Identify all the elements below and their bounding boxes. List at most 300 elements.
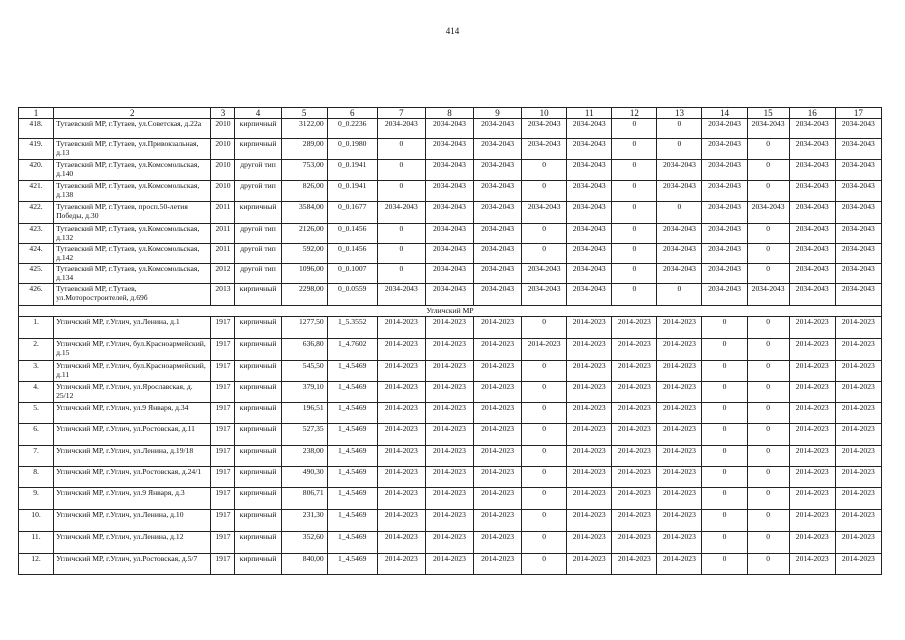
table-cell: 2014-2023	[612, 467, 657, 488]
table-cell: 2034-2043	[702, 160, 747, 181]
table-cell: 2034-2043	[657, 160, 702, 181]
table-cell: 2014-2023	[789, 361, 835, 382]
table-cell: 0	[377, 139, 425, 160]
table-row	[19, 403, 882, 424]
table-cell: 2014-2023	[474, 317, 522, 339]
header-row	[19, 108, 882, 119]
table-cell: 2014-2023	[657, 467, 702, 488]
table-cell: 2034-2043	[747, 202, 789, 224]
table-cell: 2034-2043	[789, 264, 835, 284]
table-cell: 2014-2023	[789, 424, 835, 446]
table-cell: 2014-2023	[657, 424, 702, 446]
table-cell: 2034-2043	[789, 119, 835, 139]
table-cell: 2014-2023	[835, 317, 881, 339]
table-cell: 0	[377, 264, 425, 284]
column-header: 15	[747, 108, 789, 119]
table-cell: 2014-2023	[425, 467, 473, 488]
table-cell: 2.	[19, 339, 54, 361]
table-cell: 2014-2023	[474, 361, 522, 382]
address-cell: Угличский МР, г.Углич, бул.Красноармейский, д.11	[54, 361, 211, 382]
table-cell: 2014-2023	[835, 403, 881, 424]
column-header: 4	[235, 108, 281, 119]
table-cell: 1_4.5469	[327, 403, 377, 424]
table-cell: 2014-2023	[789, 382, 835, 403]
table-cell: 0	[747, 424, 789, 446]
table-cell: кирпичный	[235, 139, 281, 160]
table-cell: 2014-2023	[377, 424, 425, 446]
table-cell: 2011	[211, 224, 235, 244]
table-cell: 379,10	[281, 382, 327, 403]
address-cell: Угличский МР, г.Углич, ул.Ростовская, д.11	[54, 424, 211, 446]
table-cell: 0	[657, 202, 702, 224]
table-cell: 2014-2023	[377, 467, 425, 488]
address-cell: Угличский МР, г.Углич, бул.Красноармейский, д.15	[54, 339, 211, 361]
page-number: 414	[445, 26, 460, 36]
address-cell: Тутаевский МР, г.Тутаев, ул.Привокзальная, д.13	[54, 139, 211, 160]
table-cell: 7.	[19, 446, 54, 467]
table-cell: 419.	[19, 139, 54, 160]
table-cell: 2014-2023	[425, 339, 473, 361]
table-cell: 2014-2023	[612, 532, 657, 554]
table-cell: 527,35	[281, 424, 327, 446]
table-cell: 426.	[19, 284, 54, 306]
table-cell: 0	[747, 403, 789, 424]
address-cell: Угличский МР, г.Углич, ул.Ростовская, д.5/7	[54, 554, 211, 575]
table-cell: кирпичный	[235, 554, 281, 575]
table-cell: 2014-2023	[474, 382, 522, 403]
table-cell: 2034-2043	[567, 181, 612, 202]
column-header: 3	[211, 108, 235, 119]
table-cell: 2034-2043	[425, 224, 473, 244]
table-cell: 0_0.0559	[327, 284, 377, 306]
table-cell: 2014-2023	[474, 467, 522, 488]
table-cell: 5.	[19, 403, 54, 424]
table-cell: 10.	[19, 510, 54, 532]
table-cell: 2014-2023	[612, 317, 657, 339]
table-cell: 2014-2023	[425, 424, 473, 446]
table-cell: 2034-2043	[522, 264, 567, 284]
table-cell: 2034-2043	[835, 181, 881, 202]
table-cell: 2034-2043	[474, 244, 522, 264]
table-cell: 0	[612, 160, 657, 181]
table-cell: 1917	[211, 488, 235, 510]
table-cell: 2034-2043	[425, 264, 473, 284]
table-cell: кирпичный	[235, 339, 281, 361]
table-cell: 2014-2023	[789, 339, 835, 361]
table-cell: 0	[747, 488, 789, 510]
table-cell: 2034-2043	[425, 139, 473, 160]
table-cell: 0	[702, 382, 747, 403]
table-cell: 0	[702, 446, 747, 467]
column-header: 14	[702, 108, 747, 119]
table-cell: 1917	[211, 467, 235, 488]
table-cell: 753,00	[281, 160, 327, 181]
table-cell: 2014-2023	[474, 446, 522, 467]
table-cell: 2034-2043	[789, 202, 835, 224]
address-cell: Тутаевский МР, г.Тутаев, ул.Комсомольская, д.138	[54, 181, 211, 202]
table-cell: 2014-2023	[657, 361, 702, 382]
table-cell: 2014-2023	[474, 554, 522, 575]
table-cell: 11.	[19, 532, 54, 554]
table-cell: 4.	[19, 382, 54, 403]
table-cell: 2014-2023	[567, 532, 612, 554]
table-cell: 2014-2023	[835, 446, 881, 467]
table-cell: 2034-2043	[567, 284, 612, 306]
table-cell: 2014-2023	[425, 382, 473, 403]
table-cell: 0	[612, 284, 657, 306]
table-cell: 2014-2023	[474, 339, 522, 361]
table-cell: кирпичный	[235, 284, 281, 306]
table-cell: 423.	[19, 224, 54, 244]
table-cell: 0	[612, 224, 657, 244]
table-cell: 1917	[211, 554, 235, 575]
table-cell: 2014-2023	[425, 361, 473, 382]
address-cell: Угличский МР, г.Углич, ул.Ленина, д.10	[54, 510, 211, 532]
table-cell: 2014-2023	[474, 488, 522, 510]
table-cell: 2014-2023	[789, 317, 835, 339]
address-cell: Тутаевский МР, г.Тутаев, ул.Советская, д.22а	[54, 119, 211, 139]
table-cell: кирпичный	[235, 488, 281, 510]
table-cell: 2014-2023	[474, 424, 522, 446]
table-cell: 2014-2023	[377, 382, 425, 403]
address-cell: Угличский МР, г.Углич, ул.Ростовская, д.24/1	[54, 467, 211, 488]
table-cell: 0	[522, 361, 567, 382]
section-row	[19, 306, 882, 317]
table-cell: 2014-2023	[612, 361, 657, 382]
table-cell: 0	[747, 244, 789, 264]
table-cell: 0_0.1007	[327, 264, 377, 284]
column-header: 1	[19, 108, 54, 119]
table-cell: 0	[522, 224, 567, 244]
table-cell: 425.	[19, 264, 54, 284]
table-cell: 2014-2023	[612, 339, 657, 361]
table-row	[19, 382, 882, 403]
table-row	[19, 119, 882, 139]
table-cell: 2010	[211, 181, 235, 202]
table-cell: 196,51	[281, 403, 327, 424]
address-cell: Угличский МР, г.Углич, ул.Ленина, д.19/18	[54, 446, 211, 467]
table-cell: 2034-2043	[657, 264, 702, 284]
table-cell: 3584,00	[281, 202, 327, 224]
table-cell: 2034-2043	[702, 139, 747, 160]
table-cell: 1917	[211, 361, 235, 382]
table-cell: 2014-2023	[567, 554, 612, 575]
table-cell: 2014-2023	[522, 339, 567, 361]
table-row	[19, 467, 882, 488]
table-cell: 826,00	[281, 181, 327, 202]
table-cell: 2034-2043	[474, 224, 522, 244]
table-cell: 421.	[19, 181, 54, 202]
table-cell: 0	[377, 224, 425, 244]
table-cell: 2034-2043	[567, 139, 612, 160]
address-cell: Угличский МР, г.Углич, ул.9 Января, д.34	[54, 403, 211, 424]
table-cell: 0	[612, 202, 657, 224]
address-cell: Угличский МР, г.Углич, ул.9 Января, д.3	[54, 488, 211, 510]
table-cell: 0	[747, 317, 789, 339]
table-cell: 2014-2023	[789, 510, 835, 532]
table-cell: 2034-2043	[702, 244, 747, 264]
table-row	[19, 244, 882, 264]
column-header: 17	[835, 108, 881, 119]
table-cell: 2014-2023	[425, 532, 473, 554]
table-cell: 1917	[211, 339, 235, 361]
table-cell: 238,00	[281, 446, 327, 467]
table-cell: 0	[702, 317, 747, 339]
table-cell: 2014-2023	[657, 510, 702, 532]
table-cell: 0	[702, 361, 747, 382]
table-cell: 2014-2023	[567, 510, 612, 532]
table-cell: 2014-2023	[835, 488, 881, 510]
table-cell: 0	[522, 382, 567, 403]
table-cell: 490,30	[281, 467, 327, 488]
table-cell: 2034-2043	[835, 244, 881, 264]
table-cell: 0	[747, 361, 789, 382]
table-cell: 2034-2043	[474, 202, 522, 224]
table-row	[19, 532, 882, 554]
table-cell: другой тип	[235, 264, 281, 284]
table-cell: 1_4.5469	[327, 532, 377, 554]
table-cell: 2014-2023	[657, 403, 702, 424]
table-cell: 0	[612, 181, 657, 202]
table-cell: 0	[702, 403, 747, 424]
table-row	[19, 361, 882, 382]
table-cell: 2014-2023	[567, 339, 612, 361]
address-cell: Тутаевский МР, г.Тутаев, ул.Комсомольская, д.132	[54, 224, 211, 244]
table-cell: 2010	[211, 119, 235, 139]
table-cell: 418.	[19, 119, 54, 139]
table-cell: 2014-2023	[657, 446, 702, 467]
table-cell: 2014-2023	[835, 382, 881, 403]
table-cell: 2034-2043	[567, 202, 612, 224]
table-cell: 2034-2043	[835, 202, 881, 224]
column-header: 11	[567, 108, 612, 119]
table-cell: другой тип	[235, 224, 281, 244]
table-cell: 840,00	[281, 554, 327, 575]
table-cell: 422.	[19, 202, 54, 224]
table-cell: 2034-2043	[747, 284, 789, 306]
table-cell: 2014-2023	[474, 403, 522, 424]
table-cell: 2014-2023	[567, 361, 612, 382]
table-cell: 2034-2043	[474, 264, 522, 284]
table-cell: 2014-2023	[835, 424, 881, 446]
table-cell: 1096,00	[281, 264, 327, 284]
address-cell: Тутаевский МР, г.Тутаев, ул.Комсомольская, д.134	[54, 264, 211, 284]
table-cell: 2014-2023	[612, 488, 657, 510]
table-cell: 2014-2023	[425, 554, 473, 575]
address-cell: Тутаевский МР, г.Тутаев, ул.Моторостроителей, д.69б	[54, 284, 211, 306]
column-header: 5	[281, 108, 327, 119]
table-cell: 2014-2023	[567, 403, 612, 424]
table-cell: 3122,00	[281, 119, 327, 139]
table-cell: кирпичный	[235, 361, 281, 382]
table-cell: 2014-2023	[612, 424, 657, 446]
table-cell: 2014-2023	[567, 382, 612, 403]
table-row	[19, 446, 882, 467]
table-cell: 0_0.1941	[327, 160, 377, 181]
table-cell: 2014-2023	[835, 554, 881, 575]
table-cell: 1_4.5469	[327, 467, 377, 488]
table-cell: кирпичный	[235, 532, 281, 554]
table-cell: 2034-2043	[567, 119, 612, 139]
table-cell: 2014-2023	[377, 446, 425, 467]
table-cell: 0	[747, 160, 789, 181]
table-cell: 0	[522, 424, 567, 446]
table-cell: 2034-2043	[657, 181, 702, 202]
table-cell: 0	[747, 224, 789, 244]
address-cell: Угличский МР, г.Углич, ул.Ленина, д.12	[54, 532, 211, 554]
table-cell: 2034-2043	[789, 244, 835, 264]
table-cell: другой тип	[235, 160, 281, 181]
table-cell: 0	[522, 403, 567, 424]
table-cell: 2034-2043	[425, 181, 473, 202]
address-cell: Угличский МР, г.Углич, ул.Ярославская, д. 25/12	[54, 382, 211, 403]
table-cell: 1277,50	[281, 317, 327, 339]
table-cell: 2034-2043	[702, 224, 747, 244]
table-cell: 2014-2023	[612, 403, 657, 424]
table-cell: 2034-2043	[835, 119, 881, 139]
table-cell: 0	[747, 181, 789, 202]
table-cell: 2034-2043	[789, 284, 835, 306]
table-cell: 1917	[211, 424, 235, 446]
table-cell: 2014-2023	[835, 361, 881, 382]
table-cell: 2014-2023	[657, 488, 702, 510]
table-cell: 0	[522, 244, 567, 264]
table-cell: 2034-2043	[567, 244, 612, 264]
table-cell: 2034-2043	[425, 160, 473, 181]
table-cell: 0	[522, 510, 567, 532]
table-cell: кирпичный	[235, 403, 281, 424]
table-cell: 806,71	[281, 488, 327, 510]
housing-table	[18, 107, 882, 575]
table-cell: 1_4.5469	[327, 446, 377, 467]
table-cell: 636,80	[281, 339, 327, 361]
table-cell: 2034-2043	[702, 284, 747, 306]
table-row	[19, 202, 882, 224]
table-cell: 0	[747, 467, 789, 488]
table-cell: 352,60	[281, 532, 327, 554]
column-header: 10	[522, 108, 567, 119]
table-cell: 2034-2043	[377, 202, 425, 224]
table-cell: 0	[612, 264, 657, 284]
address-cell: Угличский МР, г.Углич, ул.Ленина, д.1	[54, 317, 211, 339]
table-cell: кирпичный	[235, 467, 281, 488]
table-cell: 2012	[211, 264, 235, 284]
table-cell: 2014-2023	[425, 403, 473, 424]
table-cell: 2034-2043	[835, 139, 881, 160]
table-cell: 2034-2043	[747, 119, 789, 139]
table-cell: 9.	[19, 488, 54, 510]
table-cell: 2034-2043	[425, 244, 473, 264]
column-header: 13	[657, 108, 702, 119]
column-header: 8	[425, 108, 473, 119]
table-cell: 0	[702, 488, 747, 510]
table-cell: 1_5.3552	[327, 317, 377, 339]
table-cell: 1_4.5469	[327, 488, 377, 510]
table-cell: 0	[377, 181, 425, 202]
table-cell: 2014-2023	[612, 382, 657, 403]
table-cell: кирпичный	[235, 446, 281, 467]
table-cell: 2014-2023	[657, 532, 702, 554]
table-cell: 6.	[19, 424, 54, 446]
table-cell: 0	[702, 510, 747, 532]
table-cell: 0_0.2236	[327, 119, 377, 139]
table-cell: 2014-2023	[474, 532, 522, 554]
table-cell: 0	[747, 139, 789, 160]
table-cell: 2034-2043	[702, 202, 747, 224]
table-cell: 2010	[211, 139, 235, 160]
table-cell: 2034-2043	[522, 119, 567, 139]
table-cell: 2034-2043	[522, 284, 567, 306]
table-cell: 1.	[19, 317, 54, 339]
table-cell: 0	[522, 467, 567, 488]
table-cell: 2034-2043	[474, 139, 522, 160]
table-cell: 2014-2023	[567, 317, 612, 339]
table-cell: 2034-2043	[474, 181, 522, 202]
table-cell: 2014-2023	[657, 339, 702, 361]
table-cell: 2034-2043	[702, 264, 747, 284]
table-cell: 420.	[19, 160, 54, 181]
table-cell: 231,30	[281, 510, 327, 532]
table-cell: 2014-2023	[612, 554, 657, 575]
table-cell: 2014-2023	[657, 382, 702, 403]
table-cell: кирпичный	[235, 119, 281, 139]
table-cell: 2014-2023	[377, 339, 425, 361]
table-row	[19, 424, 882, 446]
table-cell: 0	[657, 284, 702, 306]
table-cell: 0	[522, 532, 567, 554]
table-cell: 0_0.1941	[327, 181, 377, 202]
table-cell: 0	[702, 424, 747, 446]
table-cell: 2014-2023	[835, 467, 881, 488]
table-cell: 2298,00	[281, 284, 327, 306]
table-cell: 2034-2043	[425, 202, 473, 224]
table-cell: 424.	[19, 244, 54, 264]
table-cell: 0	[702, 532, 747, 554]
table-cell: 0_0.1980	[327, 139, 377, 160]
table-cell: кирпичный	[235, 202, 281, 224]
table-cell: 2014-2023	[567, 467, 612, 488]
table-cell: 2034-2043	[657, 244, 702, 264]
table-cell: 1917	[211, 510, 235, 532]
table-cell: другой тип	[235, 244, 281, 264]
table-cell: 2014-2023	[835, 510, 881, 532]
table-cell: 1917	[211, 446, 235, 467]
table-cell: кирпичный	[235, 424, 281, 446]
table-cell: 2126,00	[281, 224, 327, 244]
table-cell: 0	[747, 510, 789, 532]
table-cell: 1_4.5469	[327, 554, 377, 575]
table-cell: 2014-2023	[657, 317, 702, 339]
table-row	[19, 317, 882, 339]
table-cell: 2014-2023	[425, 317, 473, 339]
table-cell: 545,50	[281, 361, 327, 382]
table-cell: 2034-2043	[377, 119, 425, 139]
table-cell: 2034-2043	[567, 224, 612, 244]
table-cell: 3.	[19, 361, 54, 382]
table-cell: 2034-2043	[425, 284, 473, 306]
table-cell: 2034-2043	[567, 264, 612, 284]
table-cell: 2034-2043	[522, 202, 567, 224]
table-cell: 2034-2043	[474, 160, 522, 181]
table-cell: кирпичный	[235, 317, 281, 339]
address-cell: Тутаевский МР, г.Тутаев, ул.Комсомольская, д.142	[54, 244, 211, 264]
table-cell: 0	[522, 446, 567, 467]
table-cell: 0	[747, 532, 789, 554]
table-cell: 2014-2023	[835, 532, 881, 554]
table-cell: 0	[612, 119, 657, 139]
column-header: 16	[789, 108, 835, 119]
table-cell: 2014-2023	[789, 532, 835, 554]
